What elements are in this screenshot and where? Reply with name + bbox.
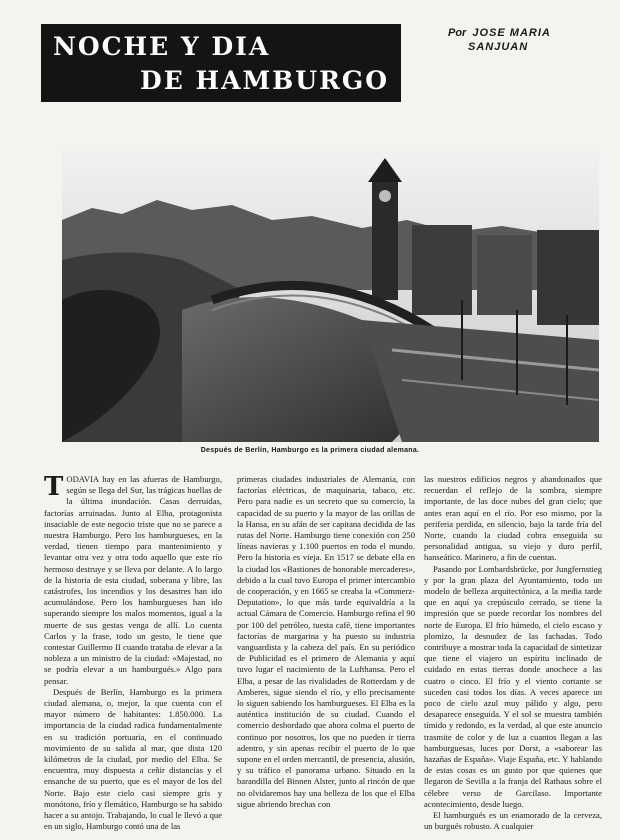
hamburg-harbor-photo: [62, 150, 599, 442]
paragraph: [44, 474, 222, 687]
building: [537, 230, 599, 325]
paragraph-text: ODAVIA hay en las afueras de Hamburgo, según se llega del Sur, las trágicas huellas de la última inundación. Casas derruidas, factorías arruinadas. Junto al Elba, protagonista insaciable de este negocio triste que no se parece a nuestra Hamburgo. Pero los hamburgueses, en la verdad, tienen tiempo para mantenimiento y levantar otra vez y otra todo aquello que este río hermoso destruye y se lleva por delante. A lo largo de la historia de esta ciudad, soberana y libre, las catástrofes, los incendios y los desastres han ido acumulándose. Pero los hamburgueses han ido superando siempre los malos momentos, igual a la muerte de sus gestas venga de allí. Lo cuenta Carlos y la frase, todo un gesto, le tiene que contestar Guillermo II cuando trataba de elevar a la nobleza a un ministro de la ciudad: «Majestad, no se podría elevar a un hamburgués.» Algo para pensar.: [44, 474, 222, 686]
paragraph: Después de Berlín, Hamburgo es la primera ciudad alemana, o, mejor, la que cuenta con el mayor número de habitantes: 1.850.000. La importancia de la ciudad radica fundamentalmente en su tradición portuaria, en el continuado movimiento de su salida al mar, que dista 120 kilómetros de la ciudad, por medio del Elba. Se encuentra, muy dispuesta a ceñir distancias y el ensanche de su puerto, que es el mayor de los del Norte. Bajo este cielo casi siempre gris y monótono, frío y flemático, Hamburgo se ha sabido hacer a su antojo. Trabajando, lo cual le llevó a que en un siglo, Hamburgo contó una de las: [44, 686, 222, 832]
paragraph: primeras ciudades industriales de Alemania, con factorías eléctricas, de maquinaria, tabaco, etc. Pero para nadie es un secreto que su comercio, la capacidad de su puerto y la mayor de las orillas de la Hansa, en su afán de ser capitana decidida de las rutas del Norte. Hamburgo tiene conexión con 250 líneas navieras y 1.100 puertos en todo el mundo. Pero la historia es vieja. En 1517 se debate ella en la ciudad los «Bastiones de honorable mercaderes», debido a la cual tuvo Europa el primer intercambio de cooperación, y en 1665 se creaba la «Commerz-Deputation», lo que más tarde equivaldría a la actual Cámara de Comercio. Hamburgo refina el 90 por 100 del petróleo, tuesta café, tiene importantes factorías de margarina y ha puesto su industria vanguardista y la cabeza del país. En su periódico de Publicidad es el primero de Alemania y aquí tuvo lugar el nacimiento de la Lufthansa. Pero el Elba, a pesar de las rivalidades de Rotterdam y de Amberes, sigue siendo el río, y ello precisamente lo siguen sabiendo los hamburgueses. El Elba es la auténtica institución de su ciudad. Cuando el comercio desbordado que ahora colma el puerto de continuo por nosotros, los que no pueden ir tierra adentro, y sin apenas recibir el puerto de lo que supone en el orden mercantil, de presencia, alusión, y su tráfico el panorama urbano. Situado en la barandilla del Binnen Alster, junto al rincón de que no olvidaremos hay una belleza de los que el Elba sigue abriendo brechas con: [237, 474, 415, 809]
photo-caption: Después de Berlín, Hamburgo es la primera ciudad alemana.: [200, 447, 420, 454]
quay: [362, 320, 599, 442]
photo-illustration: [62, 150, 599, 442]
byline: [448, 26, 551, 54]
title-block: [41, 24, 401, 102]
author-last-name: SANJUAN: [468, 41, 529, 53]
drop-cap: T: [44, 472, 64, 502]
paragraph: El hamburgués es un enamorado de la cerveza, un burgués robusto. A cualquier: [424, 810, 602, 832]
tower-clock-face: [379, 190, 391, 202]
article-column-3: [424, 474, 602, 833]
author-first-name: JOSE MARIA: [472, 27, 551, 39]
article-column-2: [237, 474, 415, 810]
article-title-line-1: NOCHE Y DIA: [53, 32, 271, 61]
building: [477, 235, 532, 315]
paragraph: Pasando por Lombardsbrücke, por Jungfernstieg y por la gran plaza del Ayuntamiento, todo un modelo de belleza arquitectónica, a la media tarde que en aquí ya crepúsculo cerrado, se tiene la impresión que se puede recordar los nombres del norte de Europa. El frío húmedo, el cielo escaso y plomizo, la desnudez de las fachadas. Todo contribuye a mostrar toda la capacidad de sintetizar que tiene el viajero un espíritu inclinado de cuidado en estas tierras donde anochece a las cuatro o cinco. El frío y el viento cortante se suceden casi todos los días. A veces aparece un poco de cielo azul muy pálido y algo, pero desaparece enseguida. Y el sol se muestra también tímido y redondo, es la verdad, al que este anuncio trasmite de color y de luz a cuantos llegan a las hamburguesas, luces por Dorst, a «saborear las hazañas de España». Viaje España, etc. Y hablando de estas cosas es un gusto por que quienes que llegaron de Sevilla a la franja del Rathaus sobre el célebre verso de Garcilaso. Importante acontecimiento, desde luego.: [424, 563, 602, 809]
paragraph: las nuestros edificios negros y abandonados que recuerdan el reflejo de la sombra, siempre importante, de las doce nubes del gran cielo; que antes eran aquí en el río. Por eso mismo, por la periferia perdida, en silencio, bajo la tarde fría del Norte, cuando la ciudad cobra enseguida su personalidad antigua, su viejo y duro perfil, hanseático. Marinero, a fin de cuentas.: [424, 474, 602, 563]
byline-prefix: Por: [448, 27, 467, 39]
article-column-1: [44, 474, 222, 833]
article-title-line-2: DE HAMBURGO: [140, 66, 389, 95]
